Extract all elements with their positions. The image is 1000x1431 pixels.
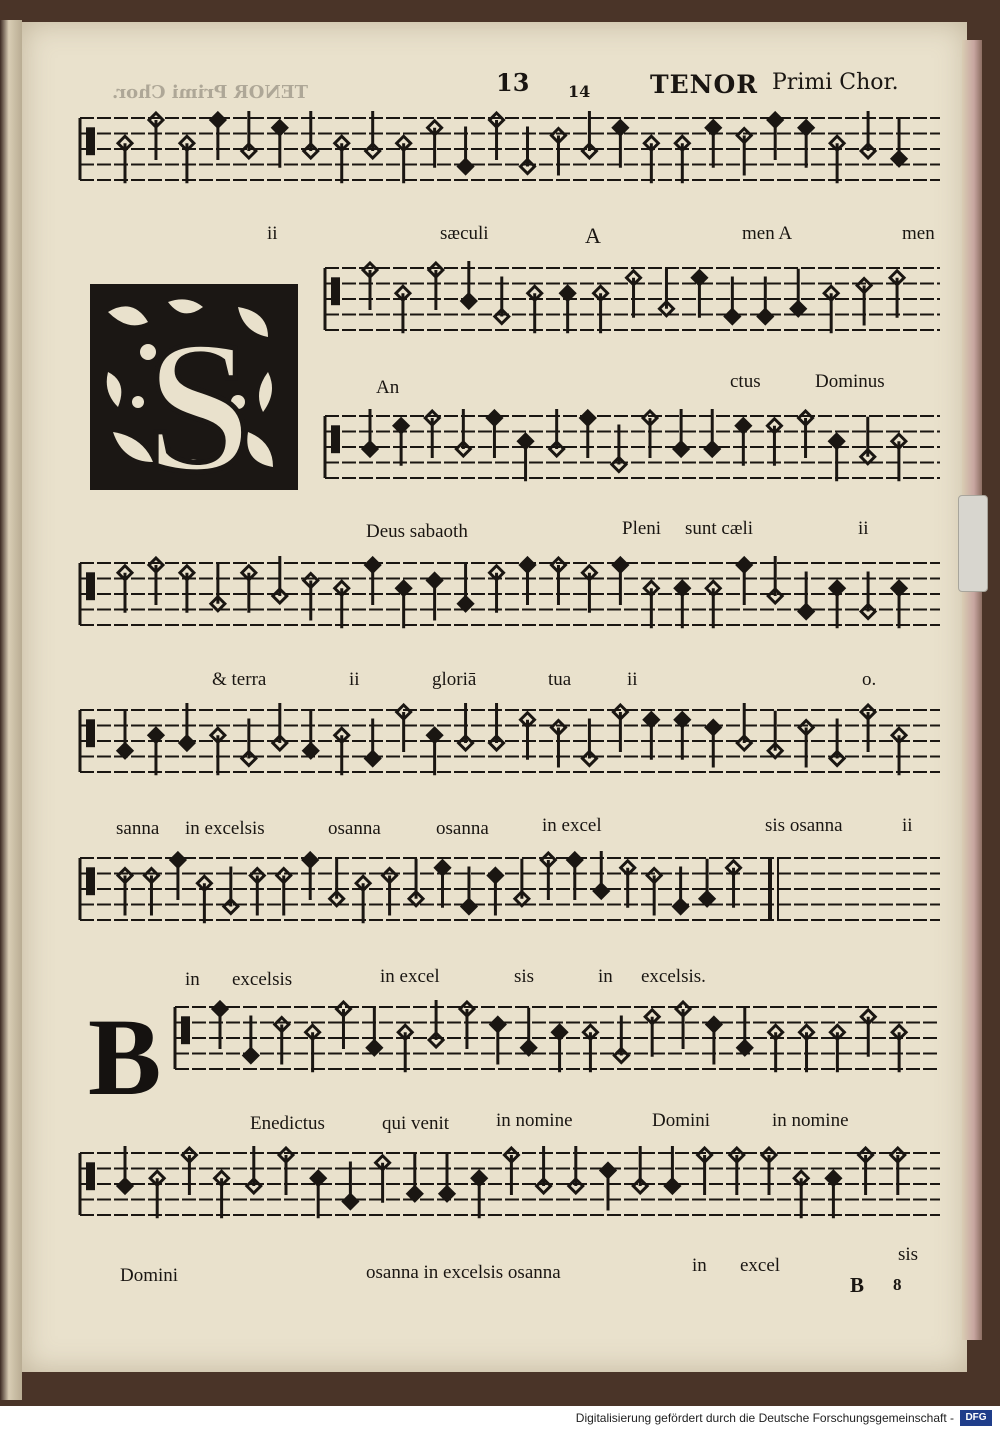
bleed-through-header: TENOR Primi Chor. bbox=[112, 82, 308, 103]
lyric: excelsis bbox=[232, 969, 293, 990]
lyric: in bbox=[692, 1255, 707, 1276]
lyric: gloriā bbox=[432, 669, 477, 690]
clef bbox=[331, 425, 340, 453]
lyric: Deus sabaoth bbox=[366, 521, 468, 542]
decorated-initial-s bbox=[88, 282, 300, 492]
lyric: ii bbox=[902, 815, 913, 836]
signature-number: 8 bbox=[893, 1275, 902, 1294]
lyric: men A bbox=[742, 223, 793, 244]
dfg-logo: DFG bbox=[960, 1410, 992, 1426]
clef bbox=[86, 1162, 95, 1190]
lyric: Pleni bbox=[622, 518, 662, 539]
lyric: ii bbox=[349, 669, 360, 690]
clef bbox=[86, 572, 95, 600]
clef bbox=[86, 127, 95, 155]
lyric: ii bbox=[858, 518, 869, 539]
folio-number-left: 13 bbox=[496, 68, 530, 97]
lyric: A bbox=[585, 223, 601, 248]
lyric: Domini bbox=[652, 1110, 711, 1131]
lyric: qui venit bbox=[382, 1113, 450, 1134]
lyric: tua bbox=[548, 669, 572, 690]
lyric: An bbox=[376, 377, 400, 398]
lyric: sis bbox=[898, 1244, 919, 1265]
lyric: excel bbox=[740, 1255, 781, 1276]
lyric: & terra bbox=[212, 669, 267, 690]
funding-credit: Digitalisierung gefördert durch die Deutsche Forschungsgemeinschaft - bbox=[575, 1411, 954, 1425]
lyric: Enedictus bbox=[250, 1113, 325, 1134]
lyric: Dominus bbox=[815, 371, 885, 392]
lyric: sanna bbox=[116, 818, 160, 839]
lyric: Domini bbox=[120, 1265, 179, 1286]
lyric: ctus bbox=[730, 371, 761, 392]
running-title: TENOR bbox=[650, 70, 759, 99]
clef bbox=[181, 1016, 190, 1044]
lyric: osanna bbox=[436, 818, 489, 839]
initial-s-letter: S bbox=[146, 302, 252, 492]
lyric: o. bbox=[862, 669, 877, 690]
running-subtitle: Primi Chor. bbox=[772, 70, 899, 95]
lyric: ii bbox=[627, 669, 638, 690]
lyric: ii bbox=[267, 223, 278, 244]
lyric: sunt cæli bbox=[685, 518, 754, 539]
signature-mark: B bbox=[850, 1273, 865, 1297]
lyric: in excel bbox=[542, 815, 602, 836]
lyric: in bbox=[185, 969, 200, 990]
lyric: in nomine bbox=[496, 1110, 573, 1131]
lyric: in excelsis bbox=[185, 818, 265, 839]
lyric: osanna bbox=[328, 818, 381, 839]
clef bbox=[86, 867, 95, 895]
lyric: excelsis. bbox=[641, 966, 706, 987]
lyric: sis bbox=[514, 966, 535, 987]
lyric: osanna in excelsis osanna bbox=[366, 1262, 561, 1283]
lyric: sæculi bbox=[440, 223, 489, 244]
clef bbox=[86, 719, 95, 747]
lyric: in nomine bbox=[772, 1110, 849, 1131]
clef bbox=[331, 277, 340, 305]
folio-number-right: 14 bbox=[568, 82, 591, 101]
lyric: men bbox=[902, 223, 935, 244]
initial-b: B bbox=[88, 996, 162, 1118]
lyric: in excel bbox=[380, 966, 440, 987]
lyric: sis osanna bbox=[765, 815, 843, 836]
lyric: in bbox=[598, 966, 613, 987]
